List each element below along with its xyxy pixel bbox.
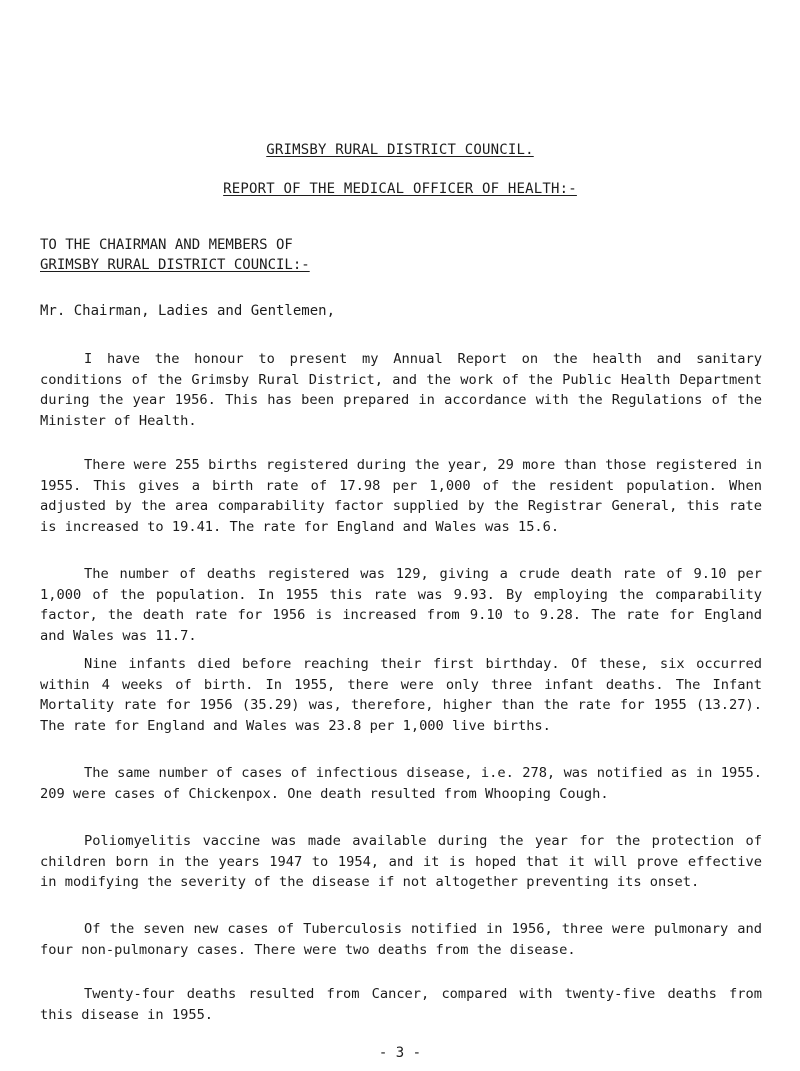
address-line-2: GRIMSBY RURAL DISTRICT COUNCIL:- (40, 257, 310, 273)
paragraph-cancer: Twenty-four deaths resulted from Cancer, compared with twenty-five deaths from this disease in 1955. (40, 986, 762, 1023)
paragraph-tuberculosis: Of the seven new cases of Tuberculosis notified in 1956, three were pulmonary and four non-pulmonary cases. There were two deaths from the disease. (40, 921, 762, 958)
paragraph-deaths: The number of deaths registered was 129, giving a crude death rate of 9.10 per 1,000 of the population. In 1955 this rate was 9.93. By employing the comparability factor, the death rate for 1956 is increased from 9.10 to 9.28. The rate for England and Wales was 11.7. (40, 566, 762, 644)
page-number: - 3 - (378, 1045, 422, 1061)
council-title: GRIMSBY RURAL DISTRICT COUNCIL. (266, 142, 534, 158)
paragraph-births: There were 255 births registered during the year, 29 more than those registered in 1955. This gives a birth rate of 17.98 per 1,000 of the resident population. When adjusted by the area comparability factor supplied by the Registrar General, this rate is increased to 19.41. The rate for England and Wales was 15.6. (40, 457, 762, 535)
report-title: REPORT OF THE MEDICAL OFFICER OF HEALTH:- (223, 181, 577, 197)
paragraph-infectious-disease: The same number of cases of infectious disease, i.e. 278, was notified as in 1955. 209 were cases of Chickenpox. One death resulted from Whooping Cough. (40, 765, 762, 802)
paragraph-introduction: I have the honour to present my Annual Report on the health and sanitary conditions of the Grimsby Rural District, and the work of the Public Health Department during the year 1956. This has been prepared in accordance with the Regulations of the Minister of Health. (40, 351, 762, 429)
paragraph-infant-mortality: Nine infants died before reaching their first birthday. Of these, six occurred within 4 weeks of birth. In 1955, there were only three infant deaths. The Infant Mortality rate for 1956 (35.29) was, therefore, higher than the rate for 1955 (13.27). The rate for England and Wales was 23.8 per 1,000 live births. (40, 656, 762, 734)
paragraph-poliomyelitis: Poliomyelitis vaccine was made available during the year for the protection of children born in the years 1947 to 1954, and it is hoped that it will prove effective in modifying the severity of the disease if not altogether preventing its onset. (40, 833, 762, 891)
salutation: Mr. Chairman, Ladies and Gentlemen, (40, 303, 336, 319)
address-line-1: TO THE CHAIRMAN AND MEMBERS OF (40, 237, 293, 253)
